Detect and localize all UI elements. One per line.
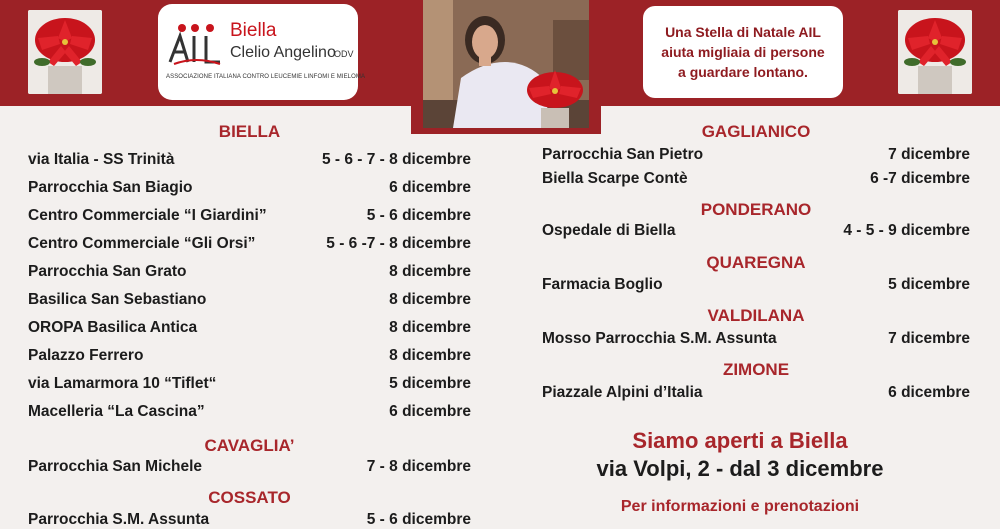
logo-tagline: ASSOCIAZIONE ITALIANA CONTRO LEUCEMIE LINFOMI E MIELOMA: [166, 74, 366, 80]
list-item: Parrocchia San Pietro 7 dicembre: [542, 146, 970, 163]
ail-logo-box: [158, 4, 366, 100]
list-item: OROPA Basilica Antica 8 dicembre: [28, 319, 471, 336]
list-item: Ospedale di Biella 4 - 5 - 9 dicembre: [542, 222, 970, 239]
list-item: Parrocchia San Michele 7 - 8 dicembre: [28, 458, 471, 475]
list-item: via Italia - SS Trinità 5 - 6 - 7 - 8 dicembre: [28, 151, 471, 168]
town-cavaglia: CAVAGLIA’: [204, 436, 295, 455]
portrait-frame: [411, 0, 601, 134]
cta-info: Per informazioni e prenotazioni: [620, 498, 860, 515]
list-item: Centro Commerciale “I Giardini” 5 - 6 dicembre: [28, 207, 471, 224]
list-item: Basilica San Sebastiano 8 dicembre: [28, 291, 471, 308]
town-gaglianico: GAGLIANICO: [701, 122, 811, 141]
list-item: Macelleria “La Cascina” 6 dicembre: [28, 403, 471, 420]
list-item: Parrocchia San Grato 8 dicembre: [28, 263, 471, 280]
list-item: Parrocchia San Biagio 6 dicembre: [28, 179, 471, 196]
cta-address: via Volpi, 2 - dal 3 dicembre: [596, 456, 884, 481]
town-zimone: ZIMONE: [722, 360, 790, 379]
list-item: Piazzale Alpini d’Italia 6 dicembre: [542, 384, 970, 401]
ail-logo-icon: [166, 22, 224, 66]
list-item: Biella Scarpe Contè 6 -7 dicembre: [542, 170, 970, 187]
list-item: via Lamarmora 10 “Tiflet“ 5 dicembre: [28, 375, 471, 392]
poinsettia-photo-right: [898, 10, 972, 94]
logo-suffix: ODV: [334, 49, 354, 59]
quote-box: [643, 6, 843, 98]
town-cossato: COSSATO: [208, 488, 291, 507]
town-ponderano: PONDERANO: [700, 200, 812, 219]
town-biella: BIELLA: [218, 122, 281, 141]
town-quaregna: QUAREGNA: [706, 253, 806, 272]
list-item: Parrocchia S.M. Assunta 5 - 6 dicembre: [28, 511, 471, 528]
quote-text: Una Stella di Natale AIL aiuta migliaia di persone a guardare lontano.: [661, 24, 825, 80]
logo-name: Clelio Angelino: [230, 44, 336, 61]
portrait-photo: [423, 0, 589, 128]
list-item: Centro Commerciale “Gli Orsi” 5 - 6 -7 - 8 dicembre: [28, 235, 471, 252]
logo-city: Biella: [230, 20, 277, 41]
poinsettia-photo-left: [28, 10, 102, 94]
list-item: Mosso Parrocchia S.M. Assunta 7 dicembre: [542, 330, 970, 347]
list-item: Palazzo Ferrero 8 dicembre: [28, 347, 471, 364]
town-valdilana: VALDILANA: [707, 306, 805, 325]
cta-open-title: Siamo aperti a Biella: [632, 428, 848, 453]
list-item: Farmacia Boglio 5 dicembre: [542, 276, 970, 293]
